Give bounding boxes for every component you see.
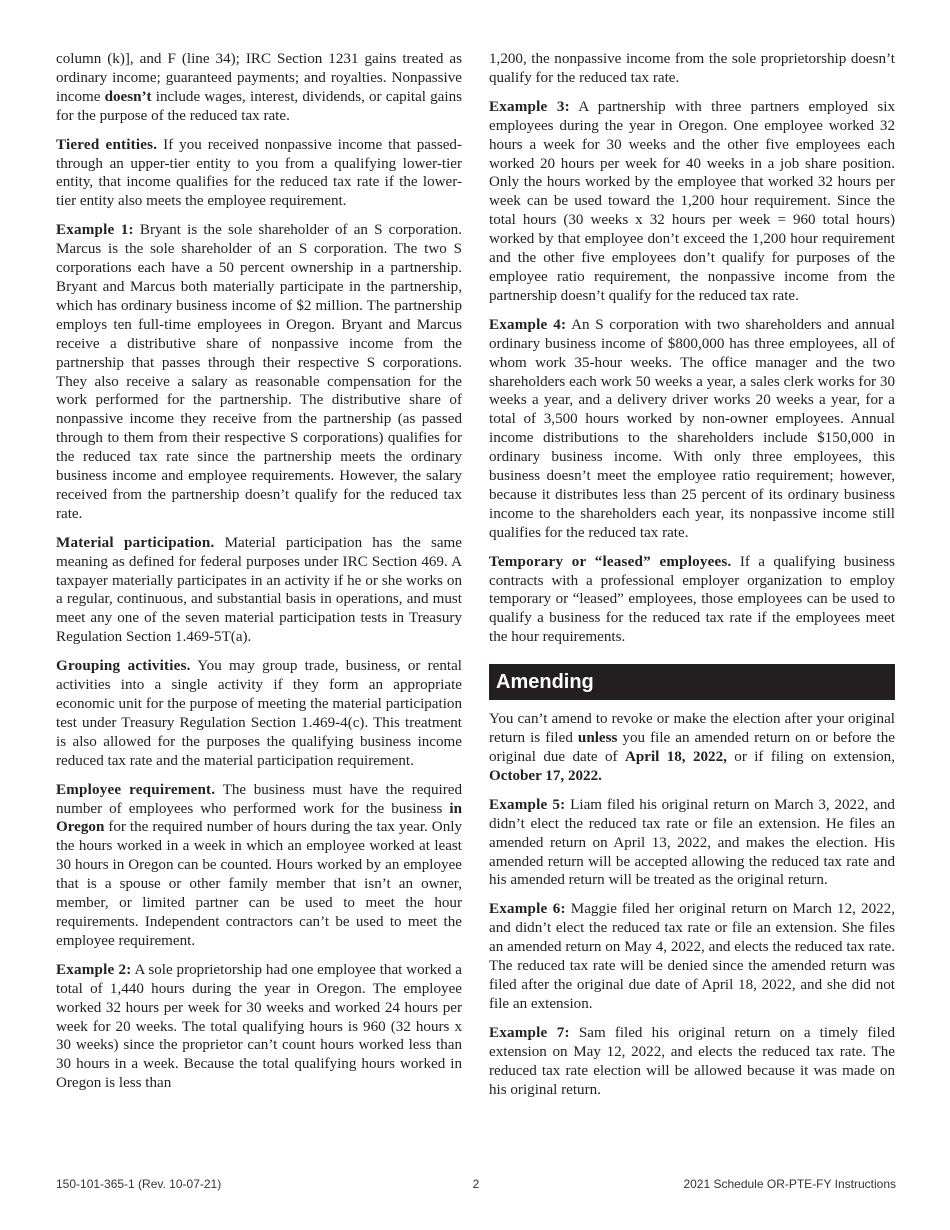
emphasis-in-oregon: in Oregon	[56, 800, 462, 836]
paragraph-temporary-employees: Temporary or “leased” employees. If a qualifying business contracts with a professional employer organization to employ temporary or “leased” employees, those employees can be used to qualify a business for the reduced tax rate if the employees meet the hour requirements.	[489, 553, 895, 646]
document-title: 2021 Schedule OR-PTE-FY Instructions	[683, 1177, 896, 1191]
paragraph-example-7: Example 7: Sam filed his original return on a timely filed extension on May 12, 2022, and elects the reduced tax rate. The reduced tax rate election will be allowed because it was made on his original return.	[489, 1024, 896, 1098]
page-footer	[56, 1177, 896, 1193]
paragraph-employee-requirement: Employee requirement. The business must have the required number of employees who performed work for the business in Oregon for the required number of hours during the tax year. Only the hours worked in a week in which an employee worked at least 30 hours in Oregon can be counted. Hours worked by an employee that is a spouse or other family member that isn’t an owner, member, or limited partner can be used to meet the hour requirements. Independent contractors can’t be used to meet the employee requirement.	[56, 781, 462, 949]
label-example-4: Example 4:	[489, 316, 567, 333]
paragraph-tiered-entities: Tiered entities. If you received nonpassive income that passed-through an upper-tier entity to you from a qualifying lower-tier entity, that income qualifies for the reduced tax rate if the lower-tier entity also meets the employee requirement.	[56, 136, 463, 210]
paragraph-nonpassive-income: column (k)], and F (line 34); IRC Section 1231 gains treated as ordinary income; guaranteed payments; and royalties. Nonpassive income doesn’t include wages, interest, dividends, or capital gains for the purpose of the reduced tax rate.	[56, 51, 463, 124]
paragraph-amending: You can’t amend to revoke or make the election after your original return is filed unless you file an amended return on or before the original due date of April 18, 2022, or if filing on extension, October 17, 2022.	[489, 711, 896, 784]
label-example-2: Example 2:	[56, 961, 132, 978]
paragraph-example-1: Example 1: Bryant is the sole shareholder of an S corporation. Marcus is the sole shareholder of an S corporation. The two S corporations each have a 50 percent ownership in a partnership. Bryant and Marcus both materially participate in the partnership, which has ordinary business income of $2 million. The partnership employs ten full-time employees in Oregon. Bryant and Marcus receive a distributive share of nonpassive income from the partnership that passes through their respective S corporations. They also receive a salary as reasonable compensation for the work performed for the partnership. The distributive share of nonpassive income they receive from the partnership (as passed through to them from their respective S corporations) qualifies for the reduced tax rate since the partnership meets the ordinary business income and employee requirements. However, the salary received from the partnership doesn’t qualify for the reduced tax rate.	[56, 222, 462, 522]
right-column	[489, 50, 895, 1109]
paragraph-example-3: Example 3: A partnership with three partners employed six employees during the year in Oregon. One employee worked 32 hours a week for 30 weeks and the other five employees each worked 20 hours per week for 40 weeks in a job share position. Only the hours worked by the employee that worked 32 hours per week can be used toward the 1,200 hour requirement. Since the total hours (30 weeks x 32 hours per week = 960 total hours) worked by that employee don’t exceed the 1,200 hour requirement and the other five employees don’t qualify for purposes of the employee ratio requirement, the nonpassive income from the partnership doesn’t qualify for the reduced tax rate.	[489, 98, 896, 304]
section-heading-amending: Amending	[489, 664, 895, 700]
label-example-6: Example 6:	[489, 901, 566, 918]
paragraph-example-2: Example 2: A sole proprietorship had one employee that worked a total of 1,440 hours during the year in Oregon. The employee worked 32 hours per week for 30 weeks and worked 24 hours per week for 20 weeks. The total qualifying hours is 960 (32 hours x 30 weeks) since the proprietor can’t count hours worked less than 30 hours in a week. Because the total qualifying hours worked in Oregon is less than	[56, 961, 462, 1092]
emphasis-extension-date: October 17, 2022.	[489, 767, 602, 784]
heading-temporary-employees: Temporary or “leased” employees.	[489, 553, 732, 570]
heading-material-participation: Material participation.	[56, 534, 215, 551]
heading-tiered-entities: Tiered entities.	[56, 136, 158, 153]
label-example-7: Example 7:	[489, 1024, 570, 1041]
emphasis-unless: unless	[577, 730, 618, 747]
paragraph-example-4: Example 4: An S corporation with two shareholders and annual ordinary business income of $800,000 has three employees, all of whom work 35-hour weeks. The office manager and the two shareholders each work 50 weeks a year, a sales clerk works for 30 weeks a year, and a delivery driver works 20 weeks a year, for a total of 3,500 hours worked by non-owner employees. Annual income distributions to the shareholders include $150,000 in ordinary business income. With only three employees, this business doesn’t meet the employee ratio requirement; however, because it distributes less than 25 percent of its ordinary business income to the shareholders each year, its nonpassive income still qualifies for the reduced tax rate.	[489, 316, 895, 541]
heading-employee-requirement: Employee requirement.	[56, 781, 216, 798]
paragraph-example-6: Example 6: Maggie filed her original return on March 12, 2022, and didn’t elect the reduced tax rate or file an extension. She files an amended return on May 4, 2022, and elects the reduced tax rate. The reduced tax rate will be denied since the amended return was filed after the original due date of April 18, 2022, and she did not file an extension.	[489, 901, 895, 1012]
emphasis-doesnt: doesn’t	[104, 88, 152, 105]
paragraph-grouping-activities: Grouping activities. You may group trade, business, or rental activities into a single activity if they form an appropriate economic unit for the purpose of meeting the material participation test under Treasury Regulation Section 1.469-4(c). This treatment is also allowed for the purposes the qualifying business income reduced tax rate and the material participation requirement.	[56, 658, 462, 769]
paragraph-example-2-continued: 1,200, the nonpassive income from the sole proprietorship doesn’t qualify for the reduced tax rate.	[489, 51, 895, 86]
emphasis-due-date: April 18, 2022,	[624, 749, 727, 765]
left-column	[56, 50, 462, 1103]
label-example-1: Example 1:	[56, 222, 134, 239]
page-number: 2	[472, 1177, 480, 1191]
label-example-5: Example 5:	[489, 796, 566, 813]
paragraph-example-5: Example 5: Liam filed his original return on March 3, 2022, and didn’t elect the reduced tax rate or file an extension. He files an amended return on April 13, 2022, and makes the election. His amended return will be accepted allowing the reduced tax rate and his amended return will be treated as the original return.	[489, 796, 895, 889]
heading-grouping-activities: Grouping activities.	[56, 658, 191, 675]
label-example-3: Example 3:	[489, 98, 570, 115]
paragraph-material-participation: Material participation. Material participation has the same meaning as defined for federal purposes under IRC Section 469. A taxpayer materially participates in an activity if he or she works on a regular, continuous, and substantial basis in operations, and must meet any one of the seven material participation tests in Treasury Regulation Section 1.469-5T(a).	[56, 534, 462, 646]
form-number: 150-101-365-1 (Rev. 10-07-21)	[56, 1177, 222, 1191]
